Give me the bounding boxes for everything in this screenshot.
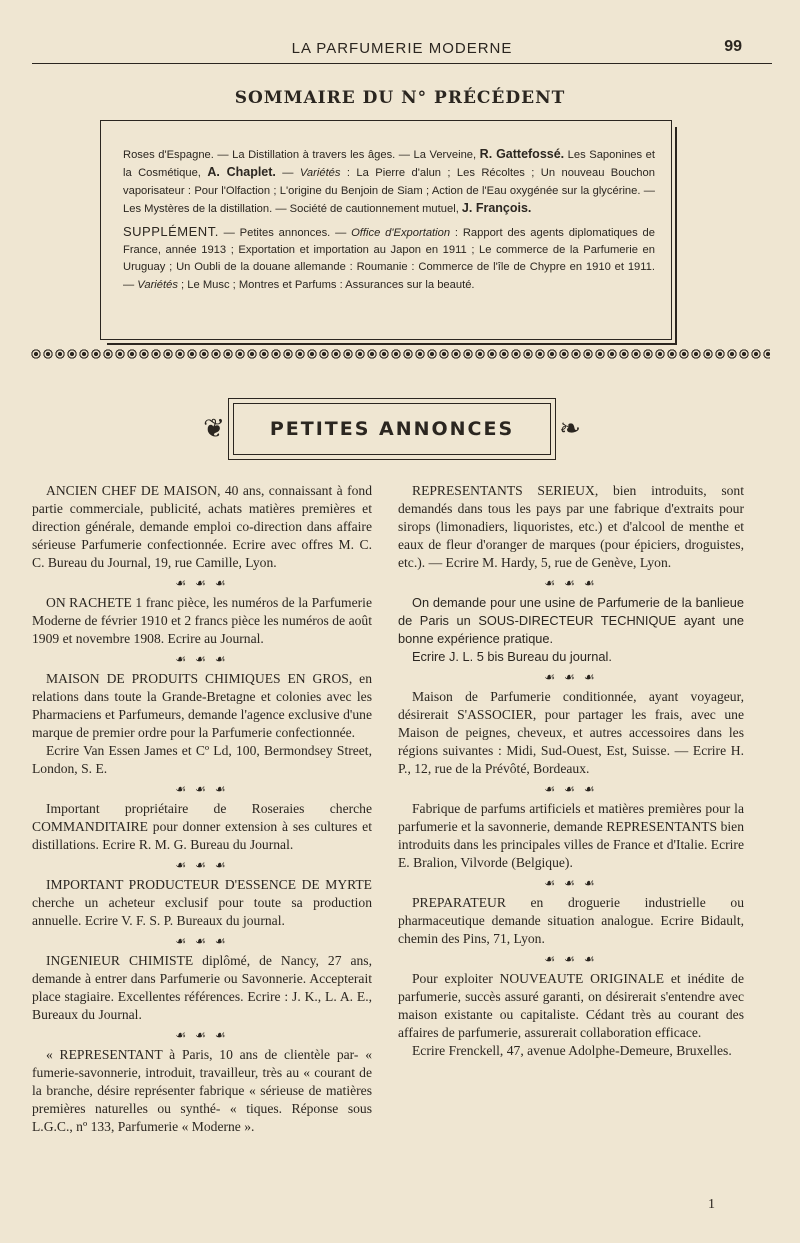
classified-ad <box>398 688 744 778</box>
ad-text: Important propriétaire de Roseraies cherche COMMANDITAIRE pour donner extension à ses cultures et distillations. Ecrire R. M. G. Bureau du Journal. <box>32 801 372 852</box>
ad-text: Ecrire Frenckell, 47, avenue Adolphe-Demeure, Bruxelles. <box>412 1043 732 1058</box>
fleuron-left-icon: ❦ <box>203 414 225 443</box>
ad-separator: ☙ ☙ ☙ <box>544 782 598 796</box>
summary-paragraph <box>123 146 655 219</box>
fleuron-right-icon: ❧ <box>559 414 581 443</box>
ad-text: Maison de Parfumerie conditionnée, ayant voyageur, désirerait S'ASSOCIER, pour partager les frais, avec une Maison de peignes, cheveux, et autres accessoires dans les régions suivantes : Midi, Sud-Ouest, Est, Suisse. — Ecrire H. P., 12, rue de la Prévôté, Bordeaux. <box>398 689 744 776</box>
ad-text: Ecrire Van Essen James et Cº Ld, 100, Bermondsey Street, London, S. E. <box>32 743 372 776</box>
summary-text: ; Le Musc ; Montres et Parfums : Assurances sur la beauté. <box>177 278 475 291</box>
classified-ad <box>32 482 372 572</box>
classified-ad <box>32 1046 372 1136</box>
supplement-label: SUPPLÉMENT. <box>123 223 219 239</box>
section-label: Variétés <box>137 278 178 291</box>
page-number: 99 <box>724 38 742 55</box>
summary-text: : La Pierre d'alun ; Les Récoltes ; Un nouveau Bouchon vaporisateur : Pour l'Olfaction ; L'origine du Benjoin de Siam ; Action de l'Eau oxygénée sur la glycérine. — Les Mystères de la distillation. — Société de cautionnement mutuel, <box>123 167 655 216</box>
summary-content <box>123 146 655 294</box>
section-label: Office d'Exportation <box>351 226 451 239</box>
ad-text: On demande pour une usine de Parfumerie de la banlieue de Paris un SOUS-DIRECTEUR TECHNIQUE ayant une bonne expérience pratique. <box>398 595 744 646</box>
ad-separator: ☙ ☙ ☙ <box>175 1028 229 1042</box>
summary-text: — Petites annonces. — <box>218 226 352 239</box>
section-label: Variétés <box>299 167 341 180</box>
left-column <box>32 482 372 1136</box>
ad-separator: ☙ ☙ ☙ <box>544 670 598 684</box>
classified-ad <box>398 800 744 872</box>
classified-ad <box>398 970 744 1060</box>
summary-text: : Rapport des agents diplomatiques de France, année 1913 ; Exportation et importation au Japon en 1911 ; Le commerce de la Parfumerie en Uruguay ; Un Oubli de la douane allemande : Roumanie : Commerce de l'île de Chypre en 1910 et 1911. — <box>123 226 655 291</box>
ad-separator: ☙ ☙ ☙ <box>544 876 598 890</box>
summary-box <box>100 120 672 340</box>
classified-ad <box>398 894 744 948</box>
supplement-paragraph <box>123 223 655 295</box>
classified-ad <box>32 670 372 778</box>
classified-ad <box>398 482 744 572</box>
classified-ad <box>398 594 744 666</box>
summary-text: Les Saponines et la Cosmétique, <box>123 149 655 180</box>
summary-text: — <box>275 167 300 180</box>
ad-separator: ☙ ☙ ☙ <box>175 858 229 872</box>
author-name: J. François. <box>461 201 532 216</box>
summary-heading: SOMMAIRE DU N° PRÉCÉDENT <box>234 88 566 108</box>
author-name: R. Gattefossé. <box>479 147 565 161</box>
ad-separator: ☙ ☙ ☙ <box>544 952 598 966</box>
ad-text: INGENIEUR CHIMISTE diplômé, de Nancy, 27 ans, demande à entrer dans Parfumerie ou Savonnerie. Accepterait place stagiaire. Excellentes références. Ecrire : J. K., L. A. E., Bureaux du Journal. <box>32 953 372 1022</box>
ad-text: Pour exploiter NOUVEAUTE ORIGINALE et inédite de parfumerie, succès assuré garanti, on désirerait s'entendre avec maison existante ou capitaliste. Cédant très au courant des affaires de parfumerie, assurerait collaboration efficace. <box>398 971 744 1040</box>
banner-title: PETITES ANNONCES <box>269 418 515 440</box>
ad-text: ON RACHETE 1 franc pièce, les numéros de la Parfumerie Moderne de février 1910 et 2 francs pièce les numéros de août 1909 et novembre 1908. Ecrire au Journal. <box>32 595 372 646</box>
page-header <box>32 38 772 66</box>
ad-text: Ecrire J. L. 5 bis Bureau du journal. <box>412 649 612 664</box>
ad-text: REPRESENTANTS SERIEUX, bien introduits, sont demandés dans tous les pays par une fabrique d'extraits pour sirops (limonadiers, liquoristes, etc.) et d'alcool de menthe et eaux de fleur d'oranger de marques (pour épiciers, droguistes, etc.). — Ecrire M. Hardy, 5, rue de Genève, Lyon. <box>398 483 744 570</box>
ad-text: Fabrique de parfums artificiels et matières premières pour la parfumerie et la savonnerie, demande REPRESENTANTS bien introduits dans les principales villes de France et d'Italie. Ecrire E. Bralion, Vilvorde (Belgique). <box>398 801 744 870</box>
journal-title: LA PARFUMERIE MODERNE <box>291 40 513 57</box>
summary-text: Roses d'Espagne. — La Distillation à travers les âges. — La Verveine, <box>123 149 480 161</box>
ad-separator: ☙ ☙ ☙ <box>175 652 229 666</box>
ad-text: ANCIEN CHEF DE MAISON, 40 ans, connaissant à fond partie commerciale, publicité, achats matières premières et direction générale, demande emploi co-direction dans affaire sérieuse Parfumerie confectionnée. Ecrire avec offres M. C. C. Bureau du Journal, 19, rue Camille, Lyon. <box>32 483 372 570</box>
classified-ad <box>32 594 372 648</box>
right-column <box>398 482 744 1060</box>
classified-ad <box>32 876 372 930</box>
ad-separator: ☙ ☙ ☙ <box>175 782 229 796</box>
header-rule <box>32 63 772 64</box>
ad-text: IMPORTANT PRODUCTEUR D'ESSENCE DE MYRTE cherche un acheteur exclusif pour toute sa production annuelle. Ecrire V. F. S. P. Bureaux du journal. <box>32 877 372 928</box>
author-name: A. Chaplet. <box>207 165 276 180</box>
ad-text: « REPRESENTANT à Paris, 10 ans de clientèle par- « fumerie-savonnerie, introduit, travailleur, très au « courant de la branche, désire représenter fabrique « sérieuse de matières premières naturelles ou synthé- « tiques. Réponse sous L.G.C., nº 133, Parfumerie « Moderne ». <box>32 1047 372 1134</box>
ad-text: MAISON DE PRODUITS CHIMIQUES EN GROS, en relations dans toute la Grande-Bretagne et colonies avec les Pharmaciens et Parfumeurs, demande l'agence exclusive d'une marque de premier ordre pour la Parfumerie confectionnée. <box>32 671 372 740</box>
ad-separator: ☙ ☙ ☙ <box>544 576 598 590</box>
ad-separator: ☙ ☙ ☙ <box>175 934 229 948</box>
decorative-border <box>30 348 770 360</box>
ad-text: PREPARATEUR en droguerie industrielle ou pharmaceutique demande situation analogue. Ecrire Bidault, chemin des Pins, 71, Lyon. <box>398 895 744 946</box>
classified-ad <box>32 952 372 1024</box>
classifieds-banner <box>202 398 582 460</box>
footer-mark: 1 <box>708 1197 715 1212</box>
ad-separator: ☙ ☙ ☙ <box>175 576 229 590</box>
classified-ad <box>32 800 372 854</box>
